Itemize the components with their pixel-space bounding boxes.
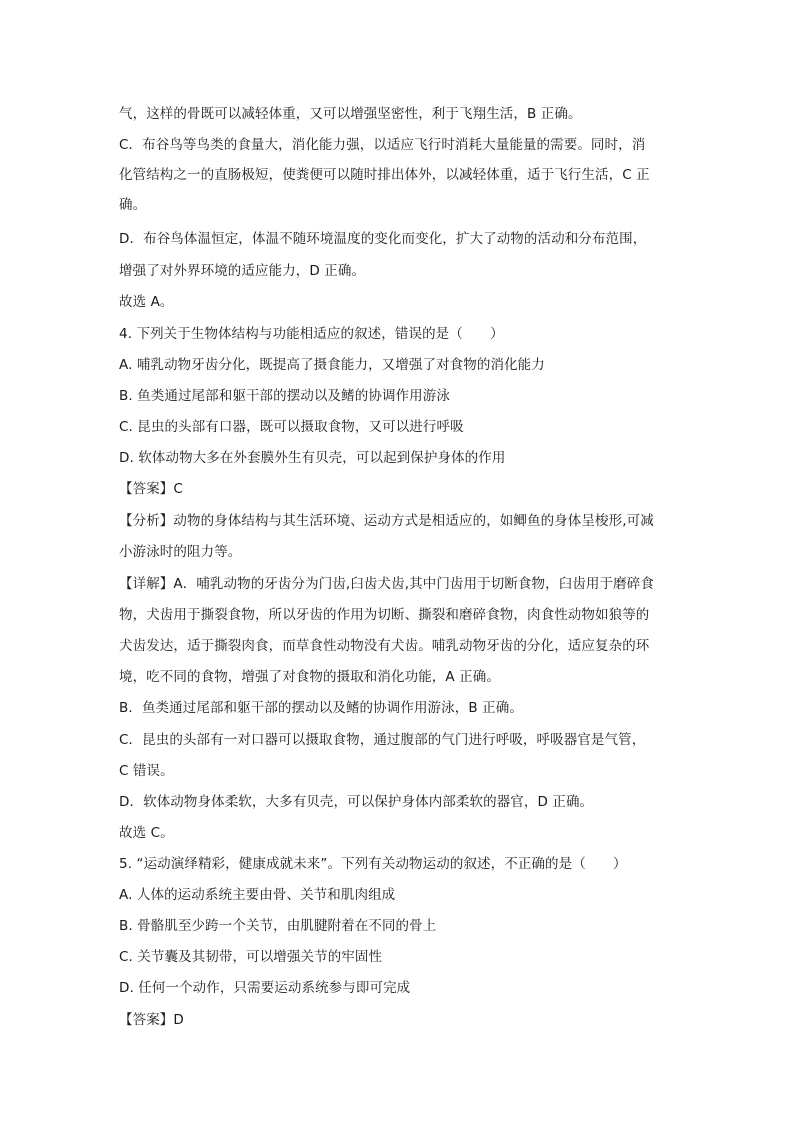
text-line: C．昆虫的头部有一对口器可以摄取食物，通过腹部的气门进行呼吸，呼吸器官是气管， xyxy=(119,732,646,748)
question-5-option-b: B. 骨骼肌至少跨一个关节，由肌腱附着在不同的骨上 xyxy=(119,918,437,934)
text-line: B．鱼类通过尾部和躯干部的摆动以及鳍的协调作用游泳，B 正确。 xyxy=(119,700,523,716)
text-line: 确。 xyxy=(119,197,147,213)
text-line: 故选 A。 xyxy=(119,294,174,310)
text-line: C 错误。 xyxy=(119,763,174,779)
question-4-option-d: D. 软体动物大多在外套膜外生有贝壳，可以起到保护身体的作用 xyxy=(119,450,506,466)
text-line: 增强了对外界环境的适应能力，D 正确。 xyxy=(119,263,366,279)
question-5-option-a: A. 人体的运动系统主要由骨、关节和肌肉组成 xyxy=(119,887,396,903)
question-5-answer: 【答案】D xyxy=(119,1012,184,1028)
question-5-option-d: D. 任何一个动作，只需要运动系统参与即可完成 xyxy=(119,980,411,996)
text-line: 化管结构之一的直肠极短，使粪便可以随时排出体外，以减轻体重，适于飞行生活，C 正 xyxy=(119,167,650,183)
question-4-analysis: 【分析】动物的身体结构与其生活环境、运动方式是相适应的，如鲫鱼的身体呈梭形,可减 xyxy=(119,513,654,529)
question-4-explanation: 【详解】A．哺乳动物的牙齿分为门齿,臼齿犬齿,其中门齿用于切断食物，臼齿用于磨碎食 xyxy=(119,576,654,592)
question-4-option-c: C. 昆虫的头部有口器，既可以摄取食物，又可以进行呼吸 xyxy=(119,419,464,435)
text-line: D．软体动物身体柔软，大多有贝壳，可以保护身体内部柔软的器官，D 正确。 xyxy=(119,794,594,810)
text-line: 境，吃不同的食物，增强了对食物的摄取和消化功能，A 正确。 xyxy=(119,669,500,685)
text-line: 物，犬齿用于撕裂食物，所以牙齿的作用为切断、撕裂和磨碎食物，肉食性动物如狼等的 xyxy=(119,607,650,623)
text-line: D．布谷鸟体温恒定，体温不随环境温度的变化而变化，扩大了动物的活动和分布范围， xyxy=(119,231,647,247)
text-line: 故选 C。 xyxy=(119,825,174,841)
question-4-answer: 【答案】C xyxy=(119,481,183,497)
question-4-stem: 4. 下列关于生物体结构与功能相适应的叙述，错误的是（ ） xyxy=(119,326,504,342)
question-4-option-a: A. 哺乳动物牙齿分化，既提高了摄食能力，又增强了对食物的消化能力 xyxy=(119,357,545,373)
text-line: 小游泳时的阻力等。 xyxy=(119,544,242,560)
question-5-stem: 5. “运动演绎精彩，健康成就未来”。下列有关动物运动的叙述，不正确的是（ ） xyxy=(119,856,627,872)
question-4-option-b: B. 鱼类通过尾部和躯干部的摆动以及鳍的协调作用游泳 xyxy=(119,388,450,404)
text-line: 犬齿发达，适于撕裂肉食，而草食性动物没有犬齿。哺乳动物牙齿的分化，适应复杂的环 xyxy=(119,638,650,654)
question-5-option-c: C. 关节囊及其韧带，可以增强关节的牢固性 xyxy=(119,949,383,965)
text-line: 气，这样的骨既可以减轻体重，又可以增强坚密性，利于飞翔生活，B 正确。 xyxy=(119,106,582,122)
text-line: C．布谷鸟等鸟类的食量大，消化能力强，以适应飞行时消耗大量能量的需要。同时，消 xyxy=(119,137,646,153)
